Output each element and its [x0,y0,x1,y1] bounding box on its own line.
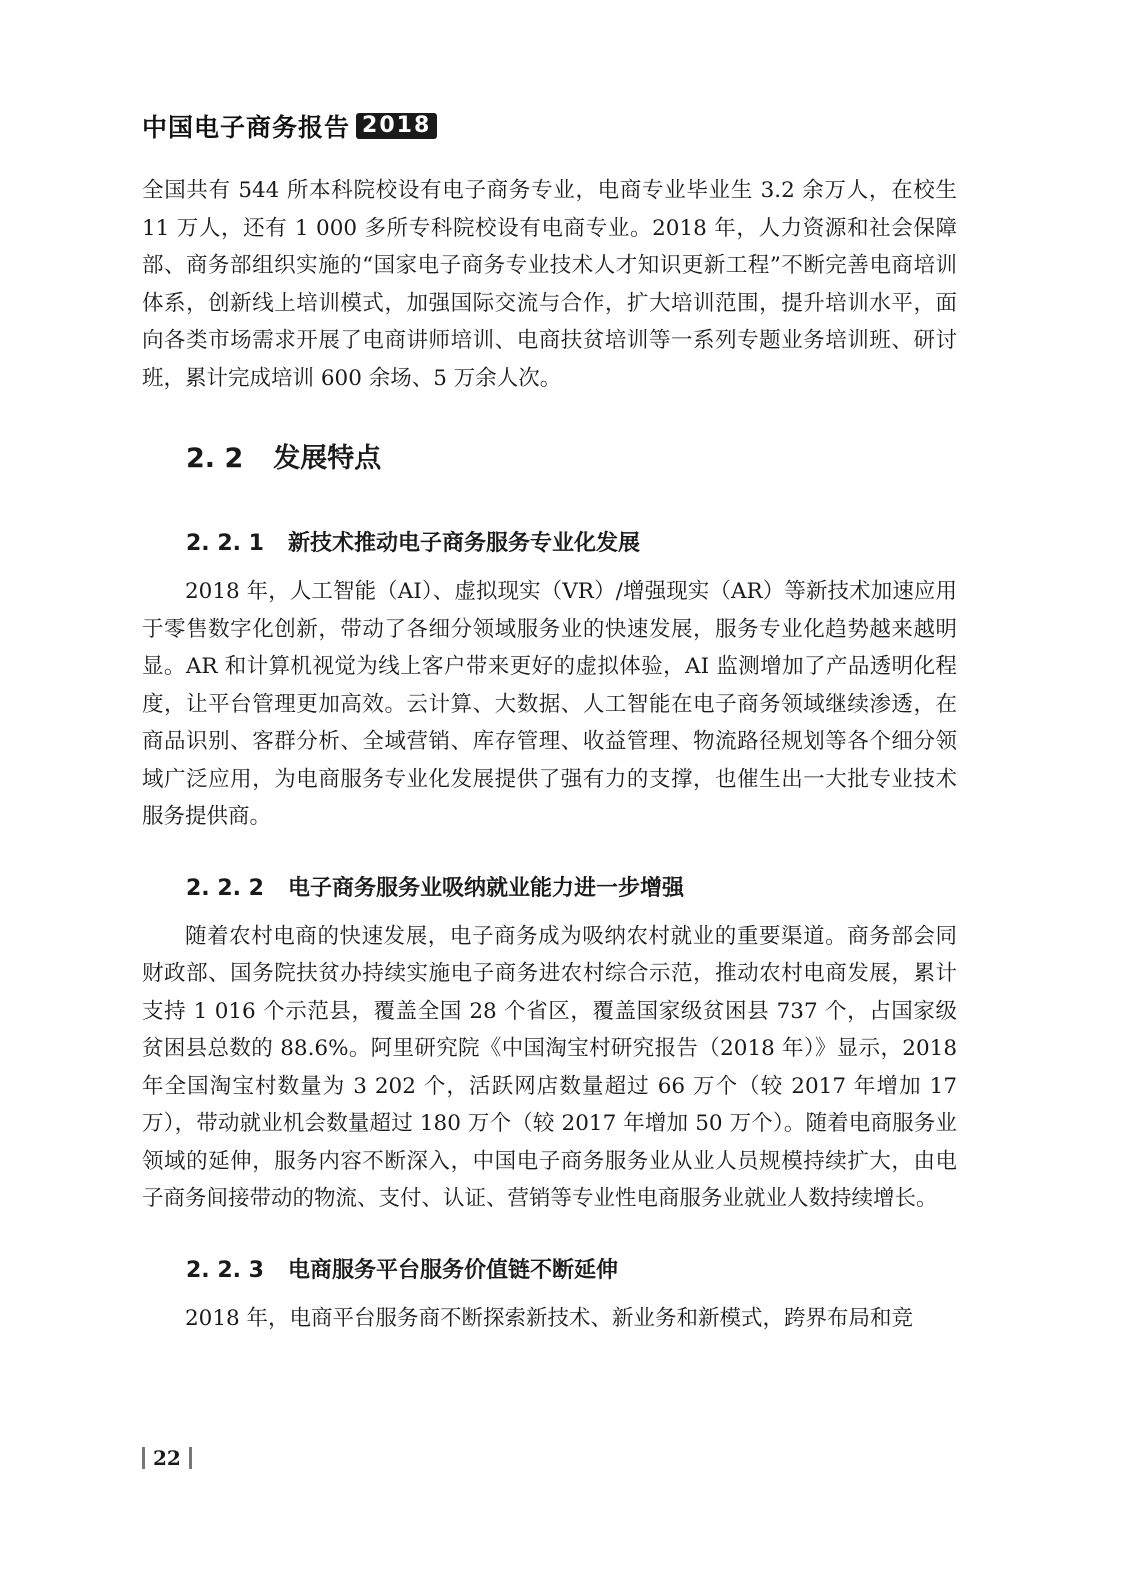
section-heading [142,439,957,479]
subsection-paragraph-2: 随着农村电商的快速发展，电子商务成为吸纳农村就业的重要渠道。商务部会同财政部、国务院扶贫办持续实施电子商务进农村综合示范，推动农村电商发展，累计支持 1 016 个示范县，覆盖全国 28 个省区，覆盖国家级贫困县 737 个，占国家级贫困县总数的 88.6%。阿里研究院《中国淘宝村研究报告（2018 年）》显示，2018 年全国淘宝村数量为 3 202 个，活跃网店数量超过 66 万个（较 2017 年增加 17 万），带动就业机会数量超过 180 万个（较 2017 年增加 50 万个）。随着电商服务业领域的延伸，服务内容不断深入，中国电子商务服务业从业人员规模持续扩大，由电子商务间接带动的物流、支付、认证、营销等专业性电商服务业就业人数持续增长。 [142,923,957,1211]
subsection-number: 2. 2. 3 [186,1257,264,1283]
subsection-title: 新技术推动电子商务服务专业化发展 [287,531,640,556]
intro-paragraph: 全国共有 544 所本科院校设有电子商务专业，电商专业毕业生 3.2 余万人，在校生 11 万人，还有 1 000 多所专科院校设有电商专业。2018 年，人力资源和社会保障部、商务部组织实施的“国家电子商务专业技术人才知识更新工程”不断完善电商培训体系，创新线上培训模式，加强国际交流与合作，扩大培训范围，提升培训水平，面向各类市场需求开展了电商讲师培训、电商扶贫培训等一系列专题业务培训班、研讨班，累计完成培训 600 余场、5 万余人次。 [142,178,957,391]
subsection-title: 电商服务平台服务价值链不断延伸 [287,1257,618,1283]
section-title: 发展特点 [273,443,382,474]
folio-bar-left [142,1447,145,1469]
folio-bar-right [189,1447,192,1469]
running-head [142,108,437,144]
page-folio [142,1446,192,1470]
subsection-paragraph-3: 2018 年，电商平台服务商不断探索新技术、新业务和新模式，跨界布局和竞 [185,1305,914,1331]
subsection-number: 2. 2. 2 [186,875,264,901]
page-number: 22 [153,1446,181,1470]
section-number: 2. 2 [186,443,244,474]
page-body [142,172,957,1337]
running-head-year-badge: 2018 [356,113,437,139]
subsection-title: 电子商务服务业吸纳就业能力进一步增强 [287,875,684,901]
subsection-heading-3 [142,1254,957,1288]
subsection-number: 2. 2. 1 [186,531,264,556]
subsection-paragraph-1: 2018 年，人工智能（AI）、虚拟现实（VR）/增强现实（AR）等新技术加速应用于零售数字化创新，带动了各细分领域服务业的快速发展，服务专业化趋势越来越明显。AR 和计算机视觉为线上客户带来更好的虚拟体验，AI 监测增加了产品透明化程度，让平台管理更加高效。云计算、大数据、人工智能在电子商务领域继续渗透，在商品识别、客群分析、全域营销、库存管理、收益管理、物流路径规划等各个细分领域广泛应用，为电商服务专业化发展提供了强有力的支撑，也催生出一大批专业技术服务提供商。 [142,579,957,829]
subsection-heading-1 [142,527,957,561]
running-head-title: 中国电子商务报告 [142,113,351,142]
subsection-heading-2 [142,872,957,906]
